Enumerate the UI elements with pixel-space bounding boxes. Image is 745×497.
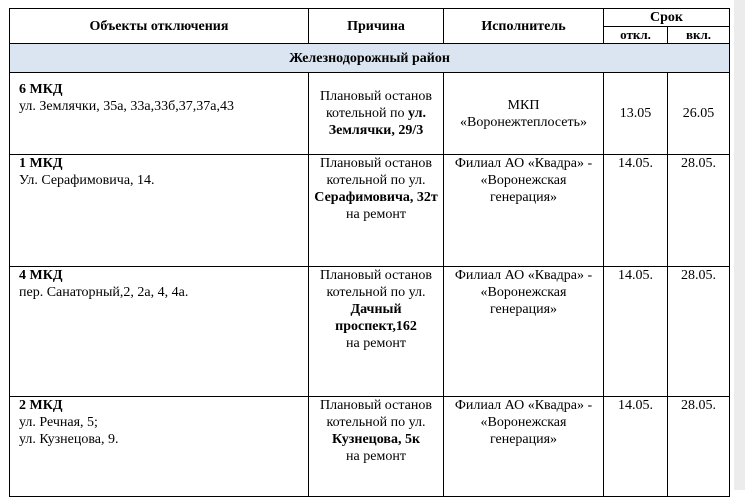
- date-on: 28.05.: [668, 397, 730, 497]
- object-address: пер. Санаторный,2, 2а, 4, 4а.: [19, 285, 189, 300]
- reason-cell: [309, 73, 444, 155]
- table-row: [10, 267, 730, 397]
- district-row: Железнодорожный район: [10, 44, 730, 73]
- header-off: откл.: [604, 27, 668, 44]
- reason-text: Плановый останов котельной по: [320, 89, 432, 121]
- reason-cell: [309, 267, 444, 397]
- reason-suffix: на ремонт: [346, 207, 406, 222]
- date-off: 14.05.: [604, 155, 668, 267]
- object-cell: [10, 397, 309, 497]
- object-address: Ул. Серафимовича, 14.: [19, 173, 155, 188]
- table-row: [10, 155, 730, 267]
- reason-bold: Кузнецова, 5к: [331, 432, 421, 447]
- executor-cell: Филиал АО «Квадра» - «Воронежская генерация»: [444, 267, 604, 397]
- object-cell: [10, 267, 309, 397]
- header-reason: Причина: [309, 9, 444, 44]
- object-title: 1 МКД: [19, 156, 63, 171]
- object-title: 2 МКД: [19, 398, 63, 413]
- object-title: 6 МКД: [19, 82, 63, 97]
- date-on: 28.05.: [668, 155, 730, 267]
- object-address: ул. Землячки, 35а, 33а,33б,37,37а,43: [19, 99, 234, 114]
- reason-bold: Дачный проспект,162: [335, 302, 417, 334]
- reason-text: Плановый останов котельной по ул.: [320, 156, 432, 188]
- reason-text: Плановый останов котельной по ул.: [320, 398, 432, 430]
- reason-suffix: на ремонт: [346, 449, 406, 464]
- object-address: ул. Кузнецова, 9.: [19, 432, 119, 447]
- page-margin: [734, 0, 745, 490]
- executor-cell: МКП «Воронежтеплосеть»: [444, 73, 604, 155]
- date-on: 28.05.: [668, 267, 730, 397]
- header-on: вкл.: [668, 27, 730, 44]
- reason-cell: [309, 397, 444, 497]
- reason-cell: [309, 155, 444, 267]
- date-off: 14.05.: [604, 397, 668, 497]
- table-row: [10, 73, 730, 155]
- table-row: [10, 397, 730, 497]
- header-executor: Исполнитель: [444, 9, 604, 44]
- object-address: ул. Речная, 5;: [19, 415, 98, 430]
- reason-suffix: на ремонт: [346, 336, 406, 351]
- header-objects: Объекты отключения: [10, 9, 309, 44]
- shutdown-table: [9, 8, 730, 497]
- header-term: Срок: [604, 9, 730, 27]
- reason-bold: ул. Землячки, 29/3: [328, 106, 427, 138]
- executor-cell: Филиал АО «Квадра» - «Воронежская генерация»: [444, 155, 604, 267]
- object-cell: [10, 73, 309, 155]
- executor-cell: Филиал АО «Квадра» - «Воронежская генерация»: [444, 397, 604, 497]
- object-cell: [10, 155, 309, 267]
- reason-bold: Серафимовича, 32т: [314, 190, 438, 205]
- date-on: 26.05: [668, 73, 730, 155]
- object-title: 4 МКД: [19, 268, 63, 283]
- date-off: 13.05: [604, 73, 668, 155]
- reason-text: Плановый останов котельной по ул.: [320, 268, 432, 300]
- date-off: 14.05.: [604, 267, 668, 397]
